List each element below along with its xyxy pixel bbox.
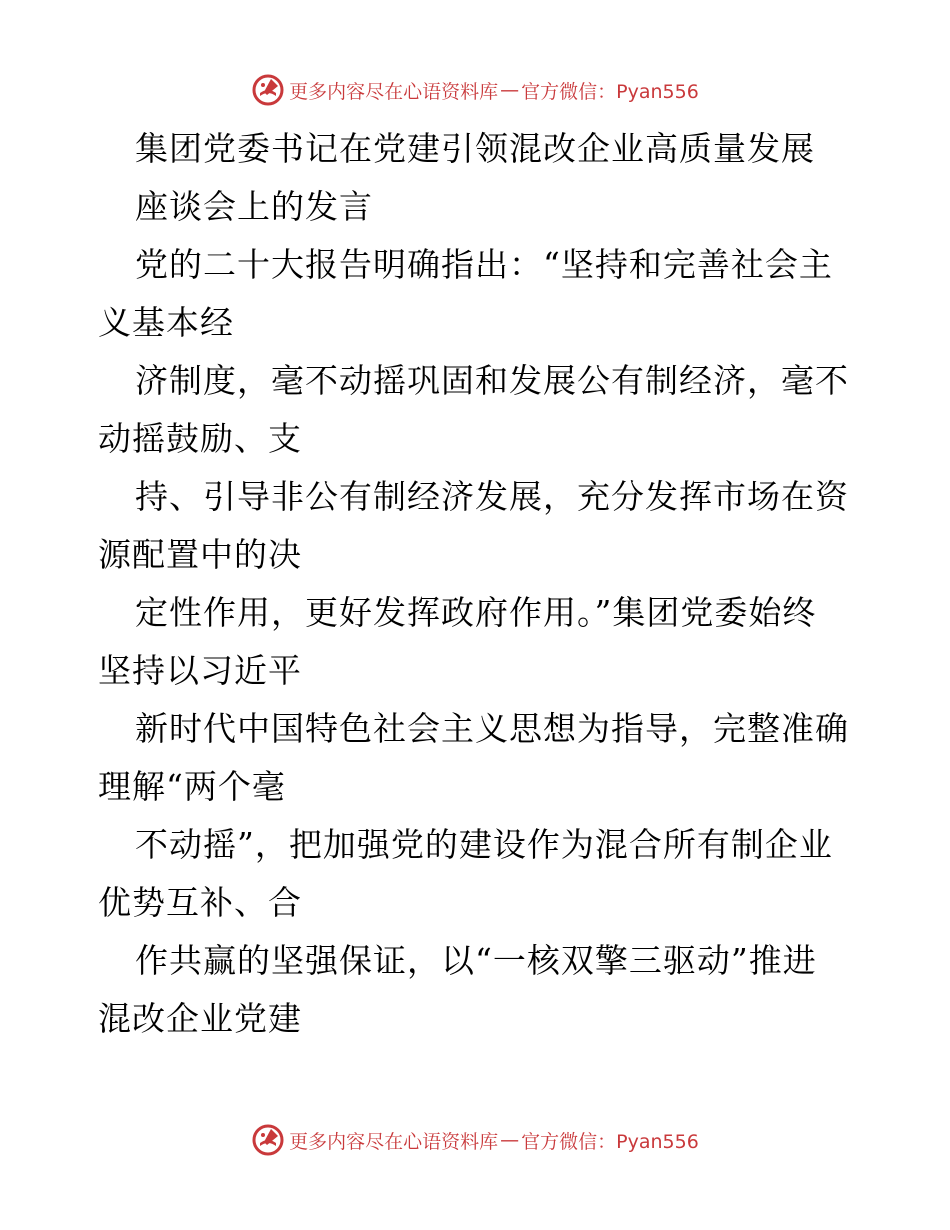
paragraph-line: 作共赢的坚强保证，以“一核双擎三驱动”推进 <box>135 941 817 980</box>
paragraph-line: 源配置中的决 <box>98 535 302 574</box>
paragraph-line: 新时代中国特色社会主义思想为指导，完整准确 <box>135 709 849 748</box>
paragraph-line: 义基本经 <box>98 303 234 342</box>
watermark-separator: — <box>500 79 520 101</box>
paragraph-line: 混改企业党建 <box>98 999 302 1038</box>
paragraph-line: 动摇鼓励、支 <box>98 419 302 458</box>
watermark-wechat: 官方微信：Pyan556 <box>521 80 699 103</box>
paragraph-line: 优势互补、合 <box>98 883 302 922</box>
title-line-2: 座谈会上的发言 <box>135 187 373 226</box>
watermark-separator: — <box>500 1129 520 1151</box>
watermark-brand: 更多内容尽在心语资料库 <box>289 80 499 103</box>
document-body <box>98 120 858 1048</box>
watermark-wechat: 官方微信：Pyan556 <box>521 1130 699 1153</box>
watermark-brand: 更多内容尽在心语资料库 <box>289 1130 499 1153</box>
paragraph-line: 党的二十大报告明确指出：“坚持和完善社会主 <box>135 245 833 284</box>
paragraph-line: 持、引导非公有制经济发展，充分发挥市场在资 <box>135 477 849 516</box>
book-quill-logo-icon <box>251 73 285 107</box>
paragraph-line: 坚持以习近平 <box>98 651 302 690</box>
paragraph-line: 济制度，毫不动摇巩固和发展公有制经济，毫不 <box>135 361 849 400</box>
paragraph-line: 不动摇”，把加强党的建设作为混合所有制企业 <box>135 825 833 864</box>
footer-watermark <box>0 1120 950 1160</box>
paragraph-line: 理解“两个毫 <box>98 767 286 806</box>
title-line-1: 集团党委书记在党建引领混改企业高质量发展 <box>135 129 815 168</box>
book-quill-logo-icon <box>251 1123 285 1157</box>
paragraph-line: 定性作用，更好发挥政府作用。”集团党委始终 <box>135 593 817 632</box>
header-watermark <box>0 70 950 110</box>
